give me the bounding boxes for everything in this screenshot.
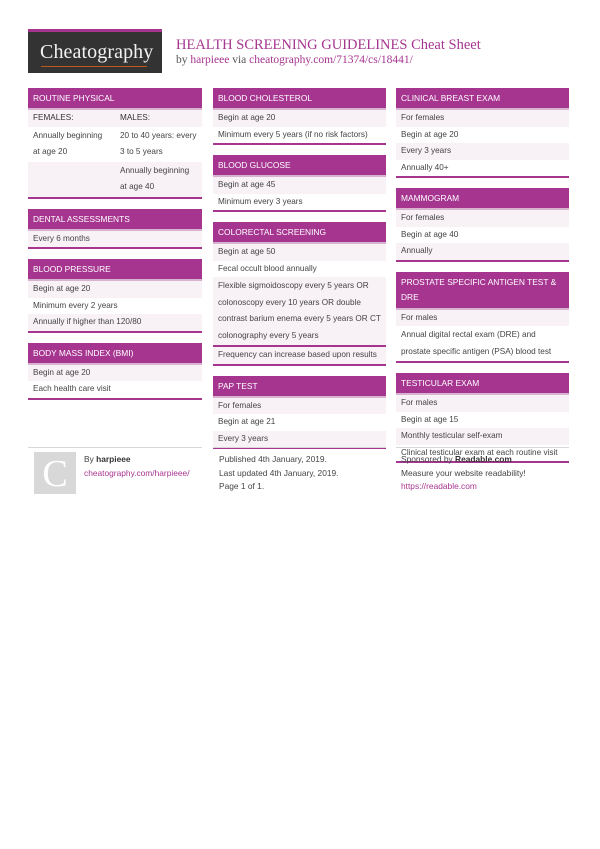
list-item: Every 3 years bbox=[396, 143, 569, 160]
list-item: Every 3 years bbox=[213, 431, 386, 448]
updated-date: Last updated 4th January, 2019. bbox=[219, 467, 339, 478]
section-blood-cholesterol bbox=[213, 88, 386, 145]
author-line bbox=[84, 453, 190, 467]
list-item: Annually bbox=[396, 243, 569, 260]
list-item: For females bbox=[213, 398, 386, 415]
page-number: Page 1 of 1. bbox=[219, 481, 265, 491]
section-header: MAMMOGRAM bbox=[396, 188, 569, 210]
column-1 bbox=[28, 88, 202, 410]
list-item: For males bbox=[396, 310, 569, 327]
list-item: Annually if higher than 120/80 bbox=[28, 314, 202, 331]
list-item: Begin at age 50 bbox=[213, 244, 386, 261]
footer-publish-info bbox=[219, 453, 339, 494]
list-item: Begin at age 20 bbox=[213, 110, 386, 127]
section-colorectal-screening bbox=[213, 222, 386, 366]
list-item: Flexible sigmoidoscopy every 5 years OR colonoscopy every 10 years OR double contrast barium enema every 5 years OR CT colonography every 5 years bbox=[213, 277, 386, 345]
via-label: via bbox=[229, 54, 250, 66]
list-item: Fecal occult blood annually bbox=[213, 261, 386, 278]
section-header: PROSTATE SPECIFIC ANTIGEN TEST & DRE bbox=[396, 272, 569, 310]
author-profile-link[interactable]: cheatography.com/harpieee/ bbox=[84, 467, 190, 478]
section-header: BLOOD GLUCOSE bbox=[213, 155, 386, 177]
section-bmi bbox=[28, 343, 202, 400]
footer-divider bbox=[396, 447, 569, 448]
table-row bbox=[28, 162, 202, 197]
footer-divider bbox=[213, 447, 386, 448]
section-header: BODY MASS INDEX (BMI) bbox=[28, 343, 202, 365]
section-blood-glucose bbox=[213, 155, 386, 212]
section-header: ROUTINE PHYSICAL bbox=[28, 88, 202, 110]
list-item: Minimum every 2 years bbox=[28, 298, 202, 315]
list-item: Each health care visit bbox=[28, 381, 202, 398]
sponsor-link[interactable]: https://readable.com bbox=[401, 481, 477, 491]
list-item: Minimum every 3 years bbox=[213, 194, 386, 211]
table-cell: Annually beginning at age 40 bbox=[120, 165, 190, 191]
section-header: CLINICAL BREAST EXAM bbox=[396, 88, 569, 110]
section-psa-dre bbox=[396, 272, 569, 364]
section-header: BLOOD PRESSURE bbox=[28, 259, 202, 281]
table-header-row bbox=[28, 110, 202, 127]
section-header: COLORECTAL SCREENING bbox=[213, 222, 386, 244]
author-name: harpieee bbox=[96, 454, 131, 464]
list-item: Begin at age 20 bbox=[396, 127, 569, 144]
section-header: PAP TEST bbox=[213, 376, 386, 398]
section-mammogram bbox=[396, 188, 569, 262]
footer-divider bbox=[28, 447, 202, 448]
footer-author-block bbox=[84, 453, 190, 480]
list-item: For females bbox=[396, 110, 569, 127]
column-2 bbox=[213, 88, 386, 459]
column-header-females: FEMALES: bbox=[33, 113, 74, 122]
table-cell bbox=[28, 162, 115, 197]
sponsor-name: Readable.com bbox=[455, 454, 512, 464]
table-cell: 20 to 40 years: every 3 to 5 years bbox=[120, 130, 197, 156]
column-3 bbox=[396, 88, 569, 473]
list-item: For females bbox=[396, 210, 569, 227]
list-item: Frequency can increase based upon results bbox=[213, 345, 386, 364]
section-blood-pressure bbox=[28, 259, 202, 333]
list-item: Begin at age 45 bbox=[213, 177, 386, 194]
sheet-url-link[interactable]: cheatography.com/71374/cs/18441/ bbox=[249, 54, 413, 66]
column-header-males: MALES: bbox=[120, 113, 151, 122]
section-header: DENTAL ASSESSMENTS bbox=[28, 209, 202, 231]
sponsor-line bbox=[401, 453, 526, 467]
list-item: Annually 40+ bbox=[396, 160, 569, 177]
section-pap-test bbox=[213, 376, 386, 450]
published-date: Published 4th January, 2019. bbox=[219, 454, 327, 464]
list-item: For males bbox=[396, 395, 569, 412]
by-label: By bbox=[84, 454, 97, 464]
by-label: by bbox=[176, 54, 191, 66]
page-title: HEALTH SCREENING GUIDELINES Cheat Sheet bbox=[176, 37, 481, 53]
table-cell: Annually beginning at age 20 bbox=[33, 130, 103, 156]
list-item: Begin at age 21 bbox=[213, 414, 386, 431]
logo-text: Cheatography bbox=[40, 41, 154, 63]
list-item: Begin at age 20 bbox=[28, 365, 202, 382]
cheatography-logo[interactable] bbox=[28, 29, 162, 73]
list-item: Begin at age 15 bbox=[396, 412, 569, 429]
list-item: Clinical testicular exam at each routine visit bbox=[396, 445, 569, 462]
author-avatar[interactable]: C bbox=[34, 452, 76, 494]
list-item: Minimum every 5 years (if no risk factors) bbox=[213, 127, 386, 144]
sponsor-tagline: Measure your website readability! bbox=[401, 467, 526, 478]
list-item: Begin at age 20 bbox=[28, 281, 202, 298]
list-item: Monthly testicular self-exam bbox=[396, 428, 569, 445]
section-header: TESTICULAR EXAM bbox=[396, 373, 569, 395]
logo-underline bbox=[41, 66, 147, 67]
table-row bbox=[28, 127, 202, 162]
list-item: Annual digital rectal exam (DRE) and prostate specific antigen (PSA) blood test bbox=[396, 326, 569, 361]
page-subtitle bbox=[176, 54, 413, 66]
section-routine-physical bbox=[28, 88, 202, 199]
section-clinical-breast-exam bbox=[396, 88, 569, 178]
list-item: Every 6 months bbox=[28, 231, 202, 248]
list-item: Begin at age 40 bbox=[396, 227, 569, 244]
section-testicular-exam bbox=[396, 373, 569, 463]
author-link[interactable]: harpieee bbox=[190, 54, 230, 66]
section-header: BLOOD CHOLESTEROL bbox=[213, 88, 386, 110]
sponsored-label: Sponsored by bbox=[401, 454, 456, 464]
footer-sponsor bbox=[401, 453, 526, 494]
section-dental-assessments bbox=[28, 209, 202, 250]
